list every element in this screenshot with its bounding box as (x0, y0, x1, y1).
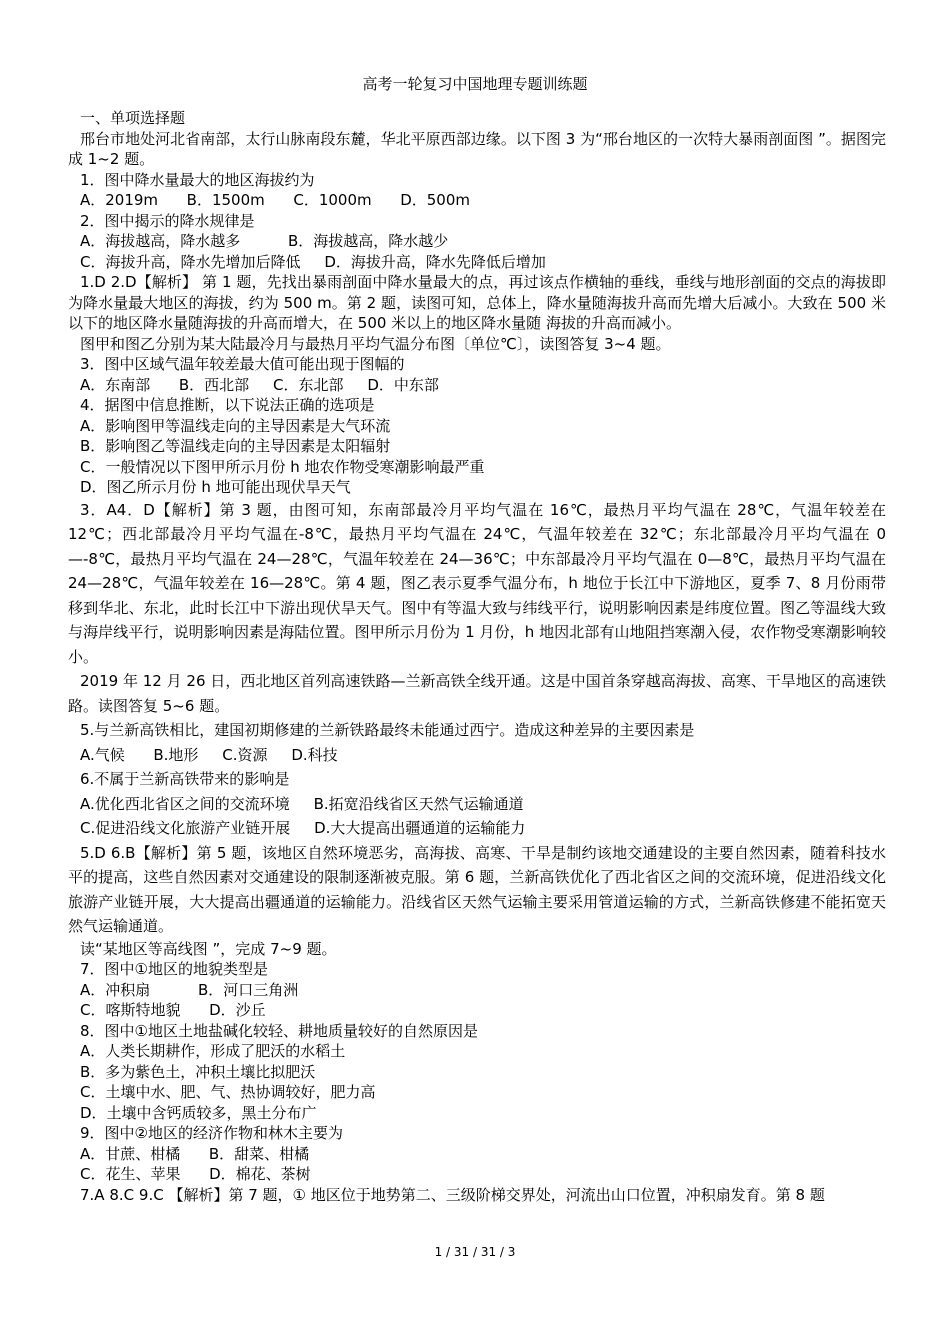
question-4: 4．据图中信息推断，以下说法正确的选项是 (80, 396, 375, 414)
answer-1-2: 1.D 2.D【解析】 第 1 题，先找出暴雨剖面中降水量最大的点，再过该点作横轴的垂线，垂线与地形剖面的交点的海拔即为降水量最大地区的海拔，约为 500 m。第 2 题，读图可知，总体上，降水量随海拔升高而先增大后减小。大致在 500 米以下的地区降水量随海拔的升高而增大，在 500 米以上的地区降水量随 海拔的升高而减小。 (68, 273, 886, 332)
passage-2: 图甲和图乙分别为某大陆最冷月与最热月平均气温分布图〔单位℃〕，读图答复 3~4 题。 (80, 334, 671, 353)
question-7: 7．图中①地区的地貌类型是 (80, 960, 268, 978)
question-4-option-d: D．图乙所示月份 h 地可能出现伏旱天气 (80, 478, 351, 496)
question-8-option-d: D．土壤中含钙质较多，黑土分布广 (80, 1103, 317, 1122)
question-9-options-2: C．花生、苹果 D．棉花、茶树 (80, 1165, 311, 1183)
question-4-option-b: B．影响图乙等温线走向的主导因素是太阳辐射 (80, 437, 391, 455)
question-7-options-2: C．喀斯特地貌 D．沙丘 (80, 1001, 266, 1019)
answer-5-6: 5.D 6.B【解析】第 5 题，该地区自然环境恶劣，高海拔、高寒、干旱是制约该地交通建设的主要自然因素，随着科技水平的提高，这些自然因素对交通建设的限制逐渐被克服。第 6 题，兰新高铁优化了西北省区之间的交流环境，促进沿线文化旅游产业链开展，大大提高出疆通道的运输能力。沿线省区天然气运输主要采用管道运输的方式，兰新高铁修建不能拓宽天然气运输通道。 (68, 843, 886, 935)
question-2: 2．图中揭示的降水规律是 (80, 211, 255, 230)
question-2-options-2: C．海拔升高，降水先增加后降低 D．海拔升高，降水先降低后增加 (80, 252, 546, 271)
answer-7-9: 7.A 8.C 9.C 【解析】第 7 题，① 地区位于地势第二、三级阶梯交界处，河流出山口位置，冲积扇发育。第 8 题 (80, 1185, 825, 1204)
question-5-options: A.气候 B.地形 C.资源 D.科技 (80, 745, 338, 764)
question-4-option-a: A．影响图甲等温线走向的主导因素是大气环流 (80, 416, 391, 435)
question-6-options-1: A.优化西北省区之间的交流环境 B.拓宽沿线省区天然气运输通道 (80, 794, 524, 813)
section-heading: 一、单项选择题 (80, 109, 186, 127)
question-1: 1．图中降水量最大的地区海拔约为 (80, 170, 315, 189)
passage-4: 读“某地区等高线图 ”，完成 7~9 题。 (80, 939, 337, 958)
question-8-option-b: B．多为紫色土，冲积土壤比拟肥沃 (80, 1062, 316, 1081)
question-6: 6.不属于兰新高铁带来的影响是 (80, 770, 290, 788)
passage-3: 2019 年 12 月 26 日，西北地区首列高速铁路—兰新高铁全线开通。这是中国首条穿越高海拔、高寒、干旱地区的高速铁路。读图答复 5~6 题。 (68, 672, 886, 715)
question-6-options-2: C.促进沿线文化旅游产业链开展 D.大大提高出疆通道的运输能力 (80, 819, 526, 837)
question-3: 3．图中区域气温年较差最大值可能出现于图幅的 (80, 355, 405, 373)
document-body (68, 108, 886, 1205)
passage-1: 邢台市地处河北省南部，太行山脉南段东麓，华北平原西部边缘。以下图 3 为“邢台地区的一次特大暴雨剖面图 ”。据图完成 1~2 题。 (68, 129, 886, 168)
question-8: 8．图中①地区土地盐碱化较轻、耕地质量较好的自然原因是 (80, 1021, 478, 1040)
question-3-options: A．东南部 B．西北部 C．东北部 D．中东部 (80, 375, 439, 394)
question-8-option-a: A．人类长期耕作，形成了肥沃的水稻土 (80, 1042, 346, 1060)
document-title: 高考一轮复习中国地理专题训练题 (362, 75, 588, 93)
question-9: 9．图中②地区的经济作物和林木主要为 (80, 1124, 343, 1142)
question-8-option-c: C．土壤中水、肥、气、热协调较好，肥力高 (80, 1083, 376, 1101)
question-7-options-1: A．冲积扇 B．河口三角洲 (80, 980, 299, 999)
question-5: 5.与兰新高铁相比，建国初期修建的兰新铁路最终未能通过西宁。造成这种差异的主要因素是 (80, 721, 695, 739)
question-2-options-1: A．海拔越高，降水越多 B．海拔越高，降水越少 (80, 232, 449, 250)
question-4-option-c: C．一般情况以下图甲所示月份 h 地农作物受寒潮影响最严重 (80, 457, 485, 476)
question-1-options: A．2019m B．1500m C．1000m D．500m (80, 191, 471, 209)
question-9-options-1: A．甘蔗、柑橘 B．甜菜、柑橘 (80, 1144, 310, 1163)
page-number: 1 / 31 / 31 / 3 (434, 1245, 516, 1259)
answer-3-4: 3．A4．D【解析】第 3 题，由图可知，东南部最冷月平均气温在 16℃，最热月平均气温在 28℃，气温年较差在 12℃；西北部最冷月平均气温在-8℃，最热月平均气温在 24℃，气温年较差在 32℃；东北部最冷月平均气温在 0—-8℃，最热月平均气温在 24—28℃，气温年较差在 24—36℃；中东部最冷月平均气温在 0—8℃，最热月平均气温在 24—28℃，气温年较差在 16—28℃。第 4 题，图乙表示夏季气温分布，h 地位于长江中下游地区，夏季 7、8 月份雨带移到华北、东北，此时长江中下游出现伏旱天气。图中有等温大致与纬线平行，说明影响因素是纬度位置。图乙等温线大致与海岸线平行，说明影响因素是海陆位置。图甲所示月份为 1 月份，h 地因北部有山地阻挡寒潮入侵，农作物受寒潮影响较小。 (68, 500, 886, 666)
